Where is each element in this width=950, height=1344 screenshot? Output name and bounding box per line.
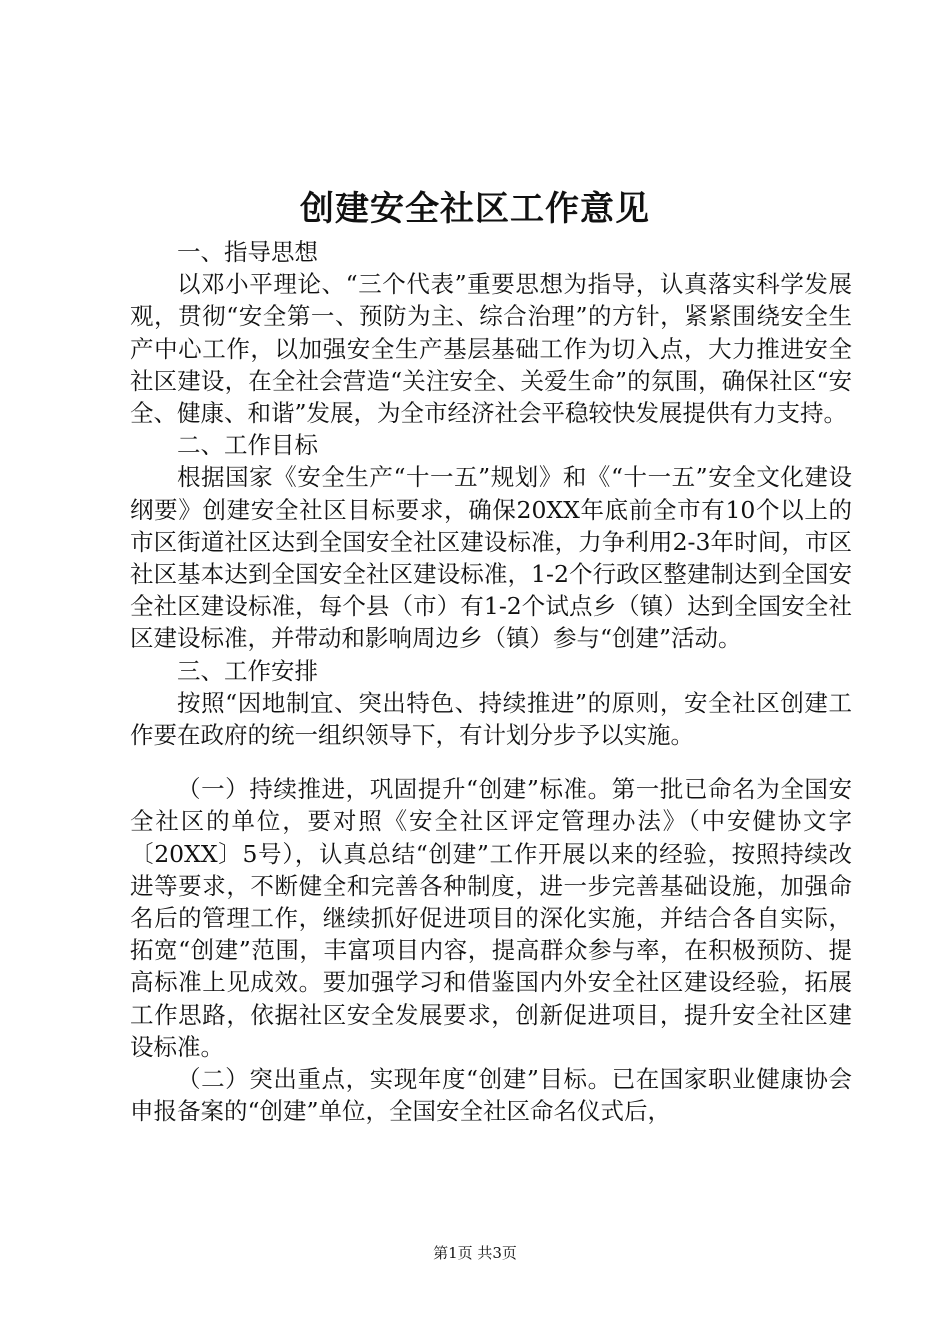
document-body [130,236,852,1127]
document-title: 创建安全社区工作意见 [300,189,650,229]
paragraph-item-2: （二）突出重点，实现年度“创建”目标。已在国家职业健康协会申报备案的“创建”单位，全国安全社区命名仪式后， [130,1065,852,1126]
section-heading-work-arrangement: 三、工作安排 [177,656,318,685]
section-heading-work-goals: 二、工作目标 [177,431,318,460]
page-number: 第1页 共3页 [433,1244,517,1262]
paragraph-guiding-ideology: 以邓小平理论、“三个代表”重要思想为指导，认真落实科学发展观，贯彻“安全第一、预防为主、综合治理”的方针，紧紧围绕安全生产中心工作，以加强安全生产基层基础工作为切入点，大力推进安全社区建设，在全社会营造“关注安全、关爱生命”的氛围，确保社区“安全、健康、和谐”发展，为全市经济社会平稳较快发展提供有力支持。 [130,270,852,428]
paragraph-work-goals: 根据国家《安全生产“十一五”规划》和《“十一五”安全文化建设纲要》创建安全社区目标要求，确保20XX年底前全市有10个以上的市区街道社区达到全国安全社区建设标准，力争利用2-3年时间，市区社区基本达到全国安全社区建设标准，1-2个行政区整建制达到全国安全社区建设标准，每个县（市）有1-2个试点乡（镇）达到全国安全社区建设标准，并带动和影响周边乡（镇）参与“创建”活动。 [130,463,852,653]
section-heading-guiding-ideology: 一、指导思想 [177,238,318,266]
paragraph-item-1: （一）持续推进，巩固提升“创建”标准。第一批已命名为全国安全社区的单位，要对照《安全社区评定管理办法》（中安健协文字〔20XX〕5号），认真总结“创建”工作开展以来的经验，按照持续改进等要求，不断健全和完善各种制度，进一步完善基础设施，加强命名后的管理工作，继续抓好促进项目的深化实施，并结合各自实际，拓宽“创建”范围，丰富项目内容，提高群众参与率，在积极预防、提高标准上见成效。要加强学习和借鉴国内外安全社区建设经验，拓展工作思路，依据社区安全发展要求，创新促进项目，提升安全社区建设标准。 [130,775,852,1061]
paragraph-work-arrangement: 按照“因地制宜、突出特色、持续推进”的原则，安全社区创建工作要在政府的统一组织领导下，有计划分步予以实施。 [130,688,852,750]
